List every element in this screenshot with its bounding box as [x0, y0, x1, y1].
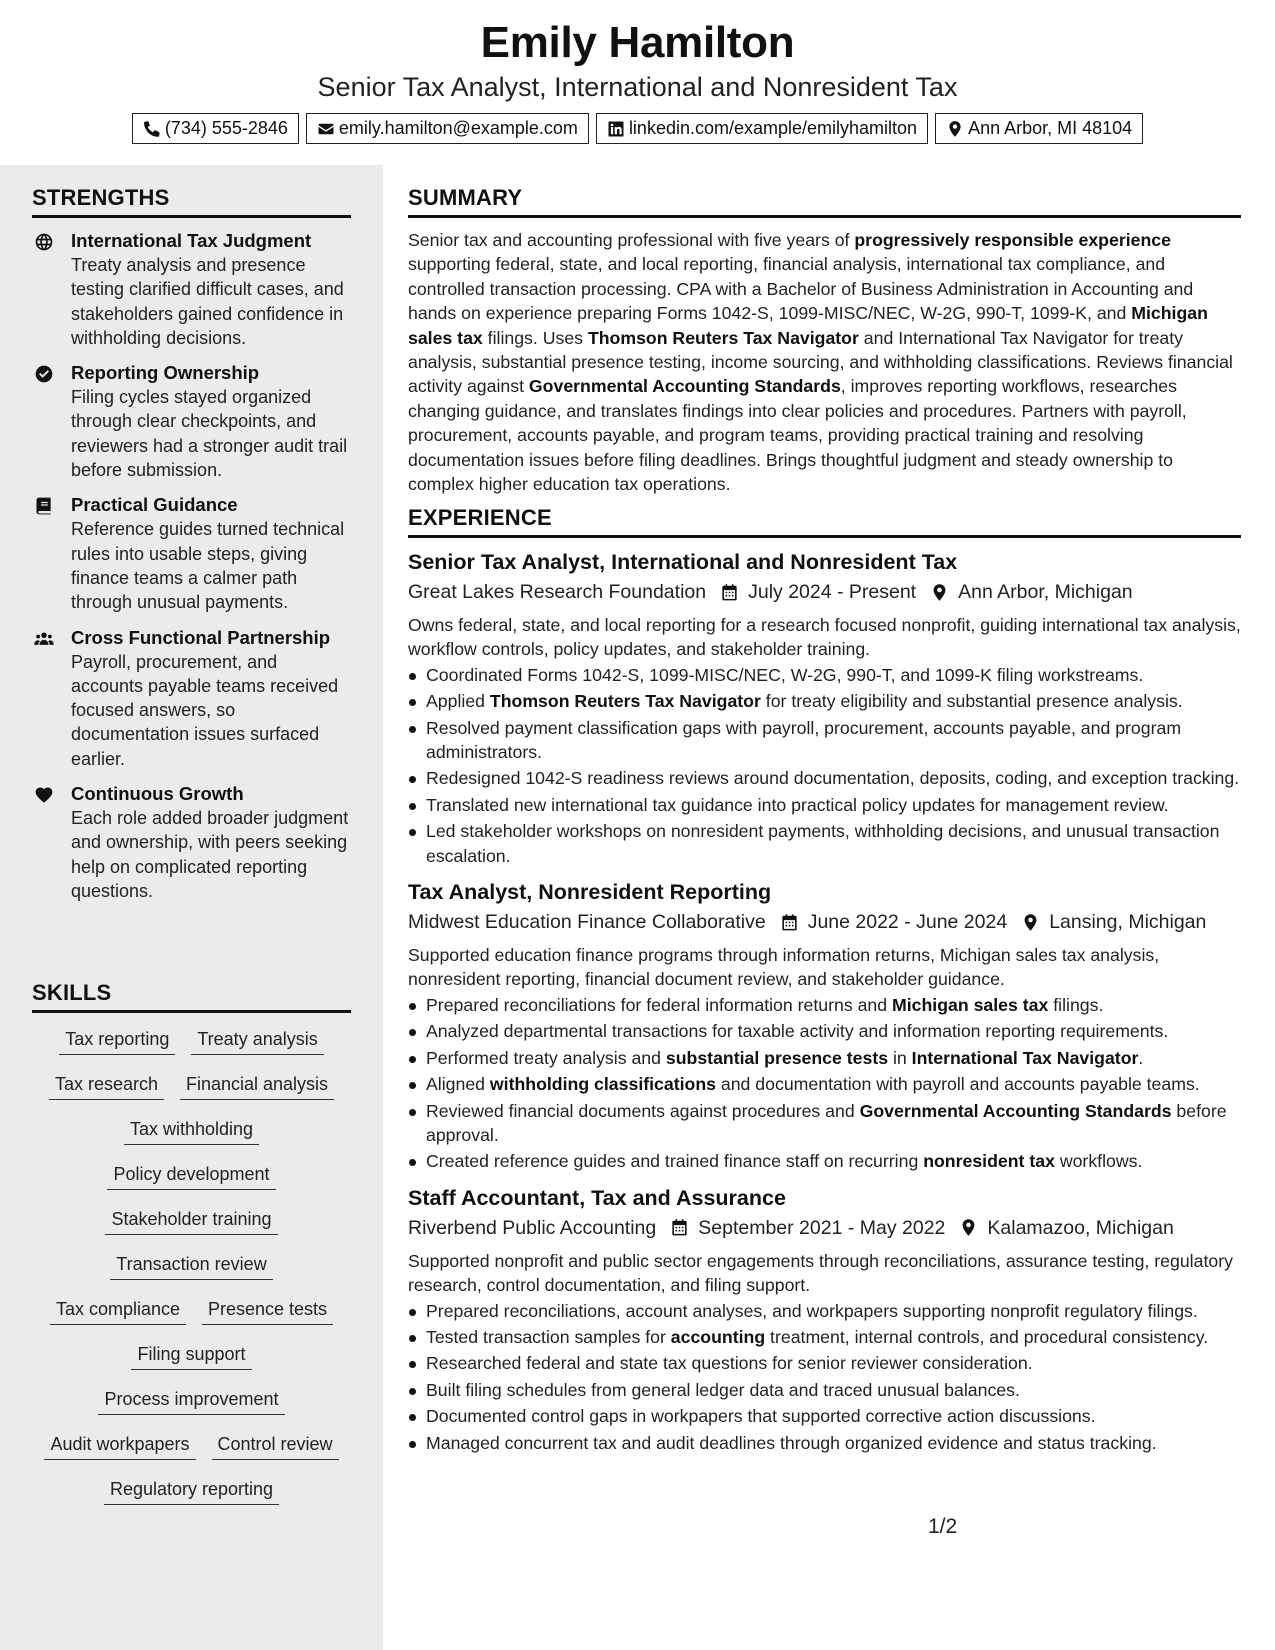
- skill-tag: Tax reporting: [59, 1028, 175, 1055]
- summary-heading: SUMMARY: [408, 185, 1241, 218]
- skill-row: [32, 1245, 351, 1290]
- job-bullet: Coordinated Forms 1042-S, 1099-MISC/NEC, W-2G, 990-T, and 1099-K filing workstreams.: [408, 663, 1241, 687]
- page-number: 1/2: [928, 1515, 958, 1538]
- job-dates: June 2022 - June 2024: [807, 911, 1008, 934]
- bold-text: Thomson Reuters Tax Navigator: [587, 327, 859, 348]
- contact-bar: [0, 113, 1275, 144]
- job-bullet: Translated new international tax guidance into practical policy updates for management review.: [408, 793, 1241, 817]
- skills-heading: SKILLS: [32, 980, 351, 1013]
- job-meta: [408, 907, 1241, 937]
- skills-list: [32, 1020, 351, 1515]
- linkedin-text: linkedin.com/example/emilyhamilton: [628, 118, 918, 138]
- bold-text: accounting: [670, 1326, 766, 1347]
- contact-linkedin[interactable]: [596, 113, 928, 144]
- job-bullets: [408, 663, 1241, 868]
- job-bullet: Reviewed financial documents against procedures and Governmental Accounting Standards before approval.: [408, 1099, 1241, 1148]
- bold-text: progressively responsible experience: [854, 230, 1171, 250]
- company-name: Riverbend Public Accounting: [408, 1216, 657, 1239]
- skill-row: [32, 1290, 351, 1335]
- job-bullet: Performed treaty analysis and substantial presence tests in International Tax Navigator.: [408, 1046, 1241, 1070]
- strengths-heading: STRENGTHS: [32, 185, 351, 218]
- job-bullet: Applied Thomson Reuters Tax Navigator for treaty eligibility and substantial presence analysis.: [408, 689, 1241, 713]
- company-name: Great Lakes Research Foundation: [408, 581, 707, 603]
- job-bullet: Built filing schedules from general ledger data and traced unusual balances.: [408, 1378, 1241, 1402]
- job-bullet: Analyzed departmental transactions for taxable activity and information reporting requirements.: [408, 1019, 1241, 1043]
- job-meta: [408, 1213, 1241, 1243]
- job-description: Supported education finance programs through information returns, Michigan sales tax analysis, nonresident reporting, financial document review, and stakeholder guidance.: [408, 945, 1160, 990]
- skill-tag: Process improvement: [98, 1388, 284, 1415]
- location-text: Ann Arbor, MI 48104: [968, 118, 1133, 138]
- job-bullet: Created reference guides and trained finance staff on recurring nonresident tax workflows.: [408, 1149, 1241, 1173]
- strength-text: Reference guides turned technical rules into usable steps, giving finance teams a calmer path through unusual payments.: [71, 519, 345, 613]
- job-bullets: [408, 1299, 1241, 1455]
- candidate-name: Emily Hamilton: [480, 18, 795, 67]
- phone-icon: [143, 120, 161, 138]
- job-title: Tax Analyst, Nonresident Reporting: [408, 880, 772, 905]
- skill-row: [32, 1110, 351, 1155]
- map-pin-icon: [946, 120, 964, 138]
- strength-item: [32, 626, 351, 771]
- skill-tag: Tax compliance: [50, 1298, 186, 1325]
- job-entry: [408, 548, 1241, 868]
- job-list: [408, 548, 1241, 1455]
- strength-title: Reporting Ownership: [71, 362, 260, 384]
- summary-section: [408, 185, 1241, 496]
- strength-item: [32, 493, 351, 614]
- strength-item: [32, 229, 351, 350]
- skill-tag: Financial analysis: [180, 1073, 334, 1100]
- job-entry: [408, 878, 1241, 1174]
- strength-title: International Tax Judgment: [71, 230, 312, 251]
- job-entry: [408, 1184, 1241, 1455]
- strength-item: [32, 782, 351, 903]
- phone-text: (734) 555-2846: [164, 118, 288, 138]
- job-title: Staff Accountant, Tax and Assurance: [408, 1185, 786, 1210]
- experience-section: [408, 505, 1241, 1457]
- job-description: Supported nonprofit and public sector engagements through reconciliations, assurance testing, regulatory research, control documentation, and filing support.: [408, 1250, 1233, 1296]
- skills-section: [32, 980, 351, 1515]
- strength-item: [32, 361, 351, 482]
- contact-phone: [132, 113, 299, 144]
- book-icon: [34, 496, 54, 516]
- skill-tag: Regulatory reporting: [104, 1478, 279, 1505]
- map-pin-icon: [957, 1218, 987, 1237]
- job-title: Senior Tax Analyst, International and Nonresident Tax: [408, 550, 958, 574]
- bold-text: Governmental Accounting Standards: [859, 1100, 1172, 1121]
- job-bullet: Researched federal and state tax questions for senior reviewer consideration.: [408, 1351, 1241, 1375]
- skill-tag: Control review: [212, 1433, 339, 1460]
- contact-location: [935, 113, 1143, 144]
- job-bullet: Aligned withholding classifications and documentation with payroll and accounts payable teams.: [408, 1072, 1241, 1096]
- skill-row: [32, 1200, 351, 1245]
- bold-text: substantial presence tests: [665, 1047, 889, 1068]
- job-location: Ann Arbor, Michigan: [958, 581, 1133, 603]
- company-name: Midwest Education Finance Collaborative: [408, 911, 766, 934]
- bold-text: Thomson Reuters Tax Navigator: [489, 691, 761, 712]
- experience-heading: EXPERIENCE: [408, 505, 1241, 538]
- job-bullet: Prepared reconciliations for federal information returns and Michigan sales tax filings.: [408, 993, 1241, 1017]
- job-bullet: Documented control gaps in workpapers that supported corrective action discussions.: [408, 1404, 1241, 1428]
- main-column: [383, 165, 1275, 1650]
- job-dates: July 2024 - Present: [748, 581, 917, 603]
- skill-tag: Presence tests: [202, 1298, 333, 1325]
- map-pin-icon: [1019, 913, 1049, 932]
- envelope-icon: [317, 120, 335, 138]
- strengths-section: [32, 185, 351, 903]
- summary-text: Senior tax and accounting professional with five years of progressively responsible experience supporting federal, state, and local reporting, financial analysis, international tax compliance, and controlled transaction processing. CPA with a Bachelor of Business Administration in Accounting and hands on experience preparing Forms 1042-S, 1099-MISC/NEC, W-2G, 990-T, 1099-K, and Michigan sales tax filings. Uses Thomson Reuters Tax Navigator and International Tax Navigator for treaty analysis, substantial presence testing, income sourcing, and withholding classifications. Reviews financial activity against Governmental Accounting Standards, improves reporting workflows, researches changing guidance, and translates findings into clear policies and procedures. Partners with payroll, procurement, accounts payable, and program teams, providing practical training and resolving documentation issues before filing deadlines. Brings thoughtful judgment and steady ownership to complex higher education tax operations.: [408, 230, 1233, 495]
- email-text: emily.hamilton@example.com: [338, 118, 578, 138]
- contact-email[interactable]: [306, 113, 589, 144]
- job-bullets: [408, 993, 1241, 1174]
- bold-text: Michigan sales tax: [892, 994, 1049, 1015]
- strength-text: Payroll, procurement, and accounts payable teams received focused answers, so documentation issues surfaced earlier.: [71, 651, 339, 769]
- calendar-icon: [778, 913, 808, 932]
- skill-row: [32, 1335, 351, 1380]
- users-icon: [34, 629, 54, 649]
- skill-row: [32, 1155, 351, 1200]
- skill-row: [32, 1020, 351, 1065]
- skill-row: [32, 1380, 351, 1425]
- bold-text: Michigan sales tax: [408, 303, 1208, 348]
- job-bullet: Led stakeholder workshops on nonresident payments, withholding decisions, and unusual transaction escalation.: [408, 819, 1241, 868]
- calendar-icon: [668, 1218, 698, 1237]
- skill-tag: Treaty analysis: [191, 1028, 323, 1055]
- skill-row: [32, 1425, 351, 1470]
- strength-text: Filing cycles stayed organized through clear checkpoints, and reviewers had a stronger audit trail before submission.: [71, 387, 348, 481]
- job-bullet: Tested transaction samples for accounting treatment, internal controls, and procedural consistency.: [408, 1325, 1241, 1349]
- strength-title: Cross Functional Partnership: [71, 626, 331, 648]
- skill-tag: Transaction review: [110, 1253, 272, 1280]
- strength-text: Each role added broader judgment and ownership, with peers seeking help on complicated reporting questions.: [71, 808, 349, 901]
- skill-tag: Policy development: [107, 1163, 275, 1190]
- skill-tag: Audit workpapers: [44, 1433, 195, 1460]
- job-bullet: Managed concurrent tax and audit deadlines through organized evidence and status tracking.: [408, 1431, 1241, 1455]
- job-dates: September 2021 - May 2022: [698, 1216, 946, 1239]
- linkedin-icon: [607, 120, 625, 138]
- calendar-icon: [718, 583, 748, 602]
- skill-tag: Tax withholding: [124, 1118, 259, 1145]
- skill-row: [32, 1470, 351, 1515]
- check-circle-icon: [34, 364, 54, 384]
- bold-text: nonresident tax: [923, 1151, 1055, 1172]
- bold-text: withholding classifications: [489, 1074, 716, 1095]
- map-pin-icon: [928, 583, 958, 602]
- job-bullet: Resolved payment classification gaps with payroll, procurement, accounts payable, and program administrators.: [408, 716, 1241, 765]
- job-bullet: Prepared reconciliations, account analyses, and workpapers supporting nonprofit regulatory filings.: [408, 1299, 1241, 1323]
- globe-icon: [34, 232, 54, 252]
- candidate-headline: Senior Tax Analyst, International and Nonresident Tax: [317, 72, 958, 102]
- job-location: Kalamazoo, Michigan: [987, 1216, 1174, 1239]
- bold-text: Governmental Accounting Standards: [528, 376, 841, 397]
- sidebar: [0, 165, 383, 1650]
- skill-tag: Filing support: [131, 1343, 251, 1370]
- strength-title: Continuous Growth: [71, 783, 244, 805]
- strength-text: Treaty analysis and presence testing clarified difficult cases, and stakeholders gained confidence in withholding decisions.: [71, 255, 344, 348]
- resume-header: [0, 0, 1275, 165]
- job-bullet: Redesigned 1042-S readiness reviews around documentation, deposits, coding, and exception tracking.: [408, 766, 1241, 790]
- job-location: Lansing, Michigan: [1049, 911, 1207, 934]
- heart-icon: [34, 785, 54, 805]
- skill-tag: Tax research: [49, 1073, 164, 1100]
- bold-text: International Tax Navigator: [911, 1047, 1139, 1068]
- skill-row: [32, 1065, 351, 1110]
- skill-tag: Stakeholder training: [105, 1208, 277, 1235]
- job-meta: [408, 577, 1241, 607]
- strength-title: Practical Guidance: [71, 494, 238, 516]
- job-description: Owns federal, state, and local reporting for a research focused nonprofit, guiding international tax analysis, workflow controls, policy updates, and stakeholder training.: [408, 615, 1241, 660]
